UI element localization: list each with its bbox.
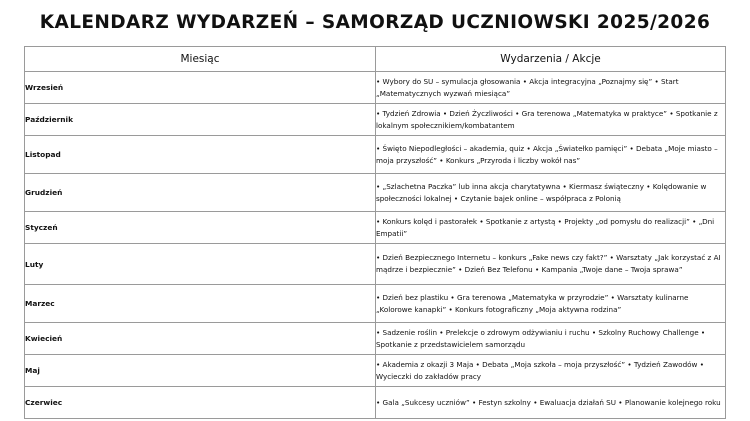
events-cell [376,355,726,387]
month-cell: Luty [25,244,376,285]
events-cell [376,104,726,136]
month-cell: Czerwiec [25,387,376,419]
table-row [25,387,726,419]
events-cell [376,244,726,285]
month-cell: Styczeń [25,212,376,244]
events-text: • Tydzień Zdrowia • Dzień Życzliwości • Gra terenowa „Matematyka w praktyce” • Spotkanie z lokalnym społecznikiem/kombatantem [376,108,718,130]
table-row [25,212,726,244]
month-cell: Marzec [25,285,376,323]
events-cell [376,387,726,419]
events-text: • Gala „Sukcesy uczniów” • Festyn szkolny • Ewaluacja działań SU • Planowanie kolejnego roku [376,397,721,407]
table-row [25,104,726,136]
events-cell [376,323,726,355]
table-row [25,355,726,387]
column-header-events: Wydarzenia / Akcje [376,47,726,72]
table-row [25,244,726,285]
page-title: KALENDARZ WYDARZEŃ – SAMORZĄD UCZNIOWSKI 2025/2026 [39,12,711,33]
events-cell [376,136,726,174]
events-cell [376,174,726,212]
events-table [24,46,726,419]
events-text: • Dzień Bezpiecznego Internetu – konkurs „Fake news czy fakt?” • Warsztaty „Jak korzystać z AI mądrze i bezpiecznie” • Dzień Bez Telefonu • Kampania „Twoje dane – Twoja sprawa” [376,253,721,274]
events-cell [376,212,726,244]
events-text: • Akademia z okazji 3 Maja • Debata „Moja szkoła – moja przyszłość” • Tydzień Zawodów • Wycieczki do zakładów pracy [376,359,704,381]
events-text: • Konkurs kolęd i pastorałek • Spotkanie z artystą • Projekty „od pomysłu do realizacji” • „Dni Empatii” [376,216,715,238]
table-row [25,285,726,323]
table-row [25,72,726,104]
table-row [25,136,726,174]
table-row [25,174,726,212]
column-header-month: Miesiąc [25,47,376,72]
table-header-row [25,47,726,72]
events-text: • Sadzenie roślin • Prelekcje o zdrowym odżywianiu i ruchu • Szkolny Ruchowy Challenge • Spotkanie z przedstawicielem samorządu [376,327,706,349]
month-cell: Listopad [25,136,376,174]
events-text: • „Szlachetna Paczka” lub inna akcja charytatywna • Kiermasz świąteczny • Kolędowanie w społeczności lokalnej • Czytanie bajek online – współpraca z Polonią [376,181,707,203]
month-cell: Kwiecień [25,323,376,355]
month-cell: Październik [25,104,376,136]
events-text: • Wybory do SU – symulacja głosowania • Akcja integracyjna „Poznajmy się” • Start „Matematycznych wyzwań miesiąca” [376,76,679,98]
month-cell: Grudzień [25,174,376,212]
table-row [25,323,726,355]
month-cell: Wrzesień [25,72,376,104]
events-text: • Święto Niepodległości – akademia, quiz • Akcja „Światełko pamięci” • Debata „Moje miasto – moja przyszłość” • Konkurs „Przyroda i liczby wokół nas” [376,143,718,165]
events-cell [376,285,726,323]
month-cell: Maj [25,355,376,387]
events-cell [376,72,726,104]
events-text: • Dzień bez plastiku • Gra terenowa „Matematyka w przyrodzie” • Warsztaty kulinarne „Kolorowe kanapki” • Konkurs fotograficzny „Moja aktywna rodzina” [376,292,689,314]
